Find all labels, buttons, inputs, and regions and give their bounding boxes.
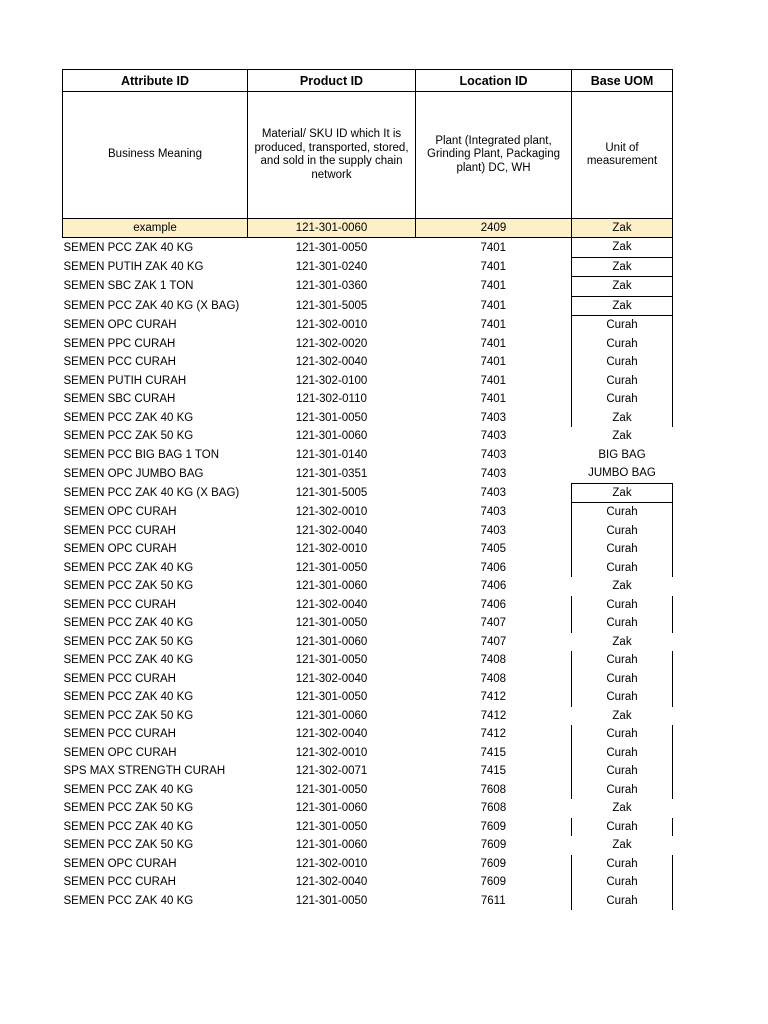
base-uom-cell[interactable]: Zak (572, 238, 673, 258)
product-id-cell[interactable]: 121-301-0050 (295, 241, 368, 254)
base-uom-cell[interactable]: Zak (612, 635, 632, 648)
attribute-cell[interactable]: SEMEN PCC ZAK 40 KG (63, 691, 194, 704)
product-id-cell[interactable]: 121-302-0040 (295, 672, 368, 685)
base-uom-cell[interactable]: Curah (572, 688, 673, 707)
attribute-cell[interactable]: SEMEN OPC JUMBO BAG (63, 467, 204, 480)
attribute-cell[interactable]: SEMEN PCC ZAK 40 KG (63, 820, 194, 833)
location-id-cell[interactable]: 7403 (480, 448, 507, 461)
product-attribute-table (62, 69, 673, 910)
table-row (63, 744, 673, 763)
header-location-id[interactable]: Location ID (416, 70, 572, 92)
table-row (63, 855, 673, 874)
base-uom-cell[interactable]: Curah (572, 818, 673, 837)
table-row (63, 633, 673, 652)
attribute-cell[interactable]: SEMEN PCC CURAH (63, 728, 176, 741)
header-attribute-id[interactable]: Attribute ID (63, 70, 248, 92)
attribute-cell[interactable]: SEMEN OPC CURAH (63, 543, 177, 556)
product-id-cell[interactable]: 121-302-0040 (295, 598, 368, 611)
location-id-cell[interactable]: 7406 (480, 561, 507, 574)
attribute-cell[interactable]: SEMEN PCC ZAK 40 KG (63, 411, 194, 424)
header-base-uom[interactable]: Base UOM (572, 70, 673, 92)
attribute-cell[interactable]: SEMEN PCC ZAK 40 KG (X BAG) (63, 299, 240, 312)
attribute-cell[interactable]: SEMEN PCC ZAK 40 KG (63, 561, 194, 574)
product-id-cell[interactable]: 121-301-5005 (295, 299, 368, 312)
product-id-cell[interactable]: 121-302-0040 (295, 524, 368, 537)
location-id-cell[interactable]: 7407 (480, 617, 507, 630)
description-base-uom[interactable]: Unit of measurement (572, 92, 673, 219)
description-business-meaning[interactable]: Business Meaning (63, 92, 248, 219)
location-id-cell[interactable]: 7415 (480, 746, 507, 759)
spreadsheet-sheet (62, 69, 672, 910)
location-id-cell[interactable]: 7401 (480, 374, 507, 387)
table-row (63, 257, 673, 277)
location-id-cell[interactable]: 7401 (480, 319, 507, 331)
location-id-cell[interactable]: 7412 (480, 709, 507, 722)
base-uom-cell[interactable]: Curah (572, 670, 673, 689)
product-id-cell[interactable]: 121-301-0060 (295, 635, 368, 648)
example-uom-cell[interactable]: Zak (572, 219, 673, 238)
product-id-cell[interactable]: 121-301-0060 (295, 430, 368, 443)
attribute-cell[interactable]: SEMEN PCC CURAH (63, 356, 176, 369)
base-uom-cell[interactable]: JUMBO BAG (588, 467, 656, 480)
location-id-cell[interactable]: 7403 (480, 486, 507, 499)
table-row (63, 762, 673, 781)
table-row (63, 688, 673, 707)
location-id-cell[interactable]: 7609 (480, 820, 507, 833)
base-uom-cell[interactable]: Curah (572, 316, 673, 335)
product-id-cell[interactable]: 121-302-0010 (295, 319, 368, 331)
product-id-cell[interactable]: 121-301-5005 (295, 486, 368, 499)
product-id-cell[interactable]: 121-302-0010 (295, 506, 368, 518)
location-id-cell[interactable]: 7609 (480, 839, 507, 852)
product-id-cell[interactable]: 121-301-0060 (295, 580, 368, 593)
base-uom-cell[interactable]: Zak (572, 409, 673, 428)
base-uom-cell[interactable]: Curah (572, 503, 673, 522)
attribute-cell[interactable]: SEMEN PCC CURAH (63, 672, 176, 685)
product-id-cell[interactable]: 121-302-0100 (295, 374, 368, 387)
attribute-cell[interactable]: SEMEN OPC CURAH (63, 506, 177, 518)
location-id-cell[interactable]: 7412 (480, 728, 507, 741)
table-row (63, 670, 673, 689)
table-row (63, 799, 673, 818)
attribute-cell[interactable]: SEMEN PCC ZAK 50 KG (63, 802, 194, 815)
base-uom-cell[interactable]: Curah (572, 781, 673, 800)
attribute-cell[interactable]: SEMEN PCC ZAK 40 KG (63, 894, 194, 907)
base-uom-cell[interactable]: Zak (612, 839, 632, 852)
attribute-cell[interactable]: SEMEN OPC CURAH (63, 857, 177, 870)
attribute-cell[interactable]: SEMEN PCC CURAH (63, 876, 176, 889)
location-id-cell[interactable]: 7401 (480, 280, 507, 293)
base-uom-cell[interactable]: Curah (572, 855, 673, 874)
table-row (63, 522, 673, 541)
location-id-cell[interactable]: 7407 (480, 635, 507, 648)
example-attribute-cell[interactable]: example (63, 219, 248, 238)
table-row (63, 818, 673, 837)
base-uom-cell[interactable]: Curah (572, 651, 673, 670)
location-id-cell[interactable]: 7406 (480, 580, 507, 593)
attribute-cell[interactable]: SEMEN SBC CURAH (63, 393, 176, 406)
location-id-cell[interactable]: 7401 (480, 393, 507, 406)
location-id-cell[interactable]: 7609 (480, 876, 507, 889)
product-id-cell[interactable]: 121-301-0050 (295, 654, 368, 667)
product-id-cell[interactable]: 121-301-0140 (295, 448, 368, 461)
table-row (63, 873, 673, 892)
table-row (63, 707, 673, 726)
attribute-cell[interactable]: SEMEN PCC ZAK 50 KG (63, 635, 194, 648)
table-row (63, 446, 673, 465)
base-uom-cell[interactable]: Curah (572, 725, 673, 744)
product-id-cell[interactable]: 121-301-0050 (295, 411, 368, 424)
table-row (63, 390, 673, 409)
location-id-cell[interactable]: 7408 (480, 654, 507, 667)
description-row (63, 92, 673, 219)
base-uom-cell[interactable]: Zak (612, 430, 632, 443)
product-id-cell[interactable]: 121-301-0050 (295, 617, 368, 630)
attribute-cell[interactable]: SEMEN OPC CURAH (63, 319, 177, 331)
base-uom-cell[interactable]: Curah (572, 762, 673, 781)
base-uom-cell[interactable]: Zak (572, 296, 673, 316)
attribute-cell[interactable]: SEMEN PCC ZAK 40 KG (63, 654, 194, 667)
attribute-cell[interactable]: SEMEN PCC BIG BAG 1 TON (63, 448, 220, 461)
location-id-cell[interactable]: 7403 (480, 430, 507, 443)
product-id-cell[interactable]: 121-302-0110 (296, 393, 367, 406)
product-id-cell[interactable]: 121-301-0060 (295, 709, 368, 722)
attribute-cell[interactable]: SEMEN PUTIH ZAK 40 KG (63, 260, 204, 273)
base-uom-cell[interactable]: Curah (572, 596, 673, 615)
description-product-id[interactable]: Material/ SKU ID which It is produced, transported, stored, and sold in the supply chain network (248, 92, 416, 219)
table-row (63, 559, 673, 578)
base-uom-cell[interactable]: Curah (572, 335, 673, 354)
attribute-cell[interactable]: SEMEN PCC ZAK 40 KG (63, 783, 194, 796)
attribute-cell[interactable]: SEMEN SBC ZAK 1 TON (63, 280, 194, 293)
product-id-cell[interactable]: 121-301-0060 (295, 802, 368, 815)
product-id-cell[interactable]: 121-301-0050 (295, 820, 368, 833)
product-id-cell[interactable]: 121-302-0040 (295, 728, 368, 741)
table-row (63, 409, 673, 428)
location-id-cell[interactable]: 7611 (480, 894, 506, 907)
product-id-cell[interactable]: 121-301-0060 (295, 839, 368, 852)
location-id-cell[interactable]: 7401 (480, 356, 507, 369)
attribute-cell[interactable]: SEMEN PCC CURAH (63, 598, 176, 611)
table-row (63, 725, 673, 744)
location-id-cell[interactable]: 7401 (480, 260, 507, 273)
base-uom-cell[interactable]: Zak (572, 483, 673, 503)
product-id-cell[interactable]: 121-302-0010 (295, 746, 368, 759)
table-row (63, 836, 673, 855)
location-id-cell[interactable]: 7401 (480, 241, 507, 254)
header-row (63, 70, 673, 92)
location-id-cell[interactable]: 7608 (480, 783, 507, 796)
location-id-cell[interactable]: 7401 (480, 337, 507, 350)
table-row (63, 464, 673, 483)
table-row (63, 577, 673, 596)
attribute-cell[interactable]: SEMEN PCC ZAK 40 KG (63, 241, 194, 254)
location-id-cell[interactable]: 7401 (480, 299, 507, 312)
attribute-cell[interactable]: SEMEN OPC CURAH (63, 746, 177, 759)
description-location-id[interactable]: Plant (Integrated plant, Grinding Plant, Packaging plant) DC, WH (416, 92, 572, 219)
example-product-cell[interactable]: 121-301-0060 (248, 219, 416, 238)
base-uom-cell[interactable]: Curah (572, 744, 673, 763)
table-row (63, 540, 673, 559)
product-id-cell[interactable]: 121-302-0010 (295, 543, 368, 556)
attribute-cell[interactable]: SEMEN PPC CURAH (63, 337, 176, 350)
header-product-id[interactable]: Product ID (248, 70, 416, 92)
base-uom-cell[interactable]: Curah (572, 559, 673, 578)
product-id-cell[interactable]: 121-301-0050 (295, 691, 368, 704)
base-uom-cell[interactable]: Curah (572, 892, 673, 911)
location-id-cell[interactable]: 7403 (480, 411, 507, 424)
base-uom-cell[interactable]: Curah (572, 353, 673, 372)
base-uom-cell[interactable]: Curah (572, 873, 673, 892)
location-id-cell[interactable]: 7403 (480, 506, 507, 518)
base-uom-cell[interactable]: Zak (612, 802, 632, 815)
table-row (63, 296, 673, 316)
table-row (63, 892, 673, 911)
example-location-cell[interactable]: 2409 (416, 219, 572, 238)
product-id-cell[interactable]: 121-302-0040 (295, 876, 368, 889)
location-id-cell[interactable]: 7415 (480, 765, 507, 778)
table-row (63, 651, 673, 670)
product-id-cell[interactable]: 121-301-0360 (295, 280, 368, 293)
base-uom-cell[interactable]: Zak (612, 580, 632, 593)
base-uom-cell[interactable]: Curah (572, 540, 673, 559)
location-id-cell[interactable]: 7608 (480, 802, 507, 815)
example-row (63, 219, 673, 238)
product-id-cell[interactable]: 121-302-0010 (295, 857, 368, 870)
product-id-cell[interactable]: 121-301-0050 (295, 783, 368, 796)
attribute-cell[interactable]: SEMEN PUTIH CURAH (63, 374, 187, 387)
product-id-cell[interactable]: 121-301-0240 (295, 260, 368, 273)
attribute-cell[interactable]: SEMEN PCC ZAK 40 KG (63, 617, 194, 630)
base-uom-cell[interactable]: Zak (612, 709, 632, 722)
attribute-cell[interactable]: SEMEN PCC ZAK 50 KG (63, 580, 194, 593)
table-row (63, 238, 673, 258)
base-uom-cell[interactable]: Curah (572, 390, 673, 409)
attribute-cell[interactable]: SEMEN PCC CURAH (63, 524, 176, 537)
product-id-cell[interactable]: 121-301-0050 (295, 561, 368, 574)
product-id-cell[interactable]: 121-302-0071 (295, 765, 368, 778)
product-id-cell[interactable]: 121-302-0020 (295, 337, 368, 350)
product-id-cell[interactable]: 121-301-0050 (295, 894, 368, 907)
location-id-cell[interactable]: 7405 (480, 543, 507, 556)
base-uom-cell[interactable]: Curah (572, 522, 673, 541)
attribute-cell[interactable]: SEMEN PCC ZAK 50 KG (63, 839, 194, 852)
table-row (63, 353, 673, 372)
attribute-cell[interactable]: SEMEN PCC ZAK 50 KG (63, 430, 194, 443)
location-id-cell[interactable]: 7403 (480, 524, 507, 537)
attribute-cell[interactable]: SEMEN PCC ZAK 40 KG (X BAG) (63, 486, 240, 499)
base-uom-cell[interactable]: Zak (572, 257, 673, 277)
attribute-cell[interactable]: SPS MAX STRENGTH CURAH (63, 765, 226, 778)
location-id-cell[interactable]: 7406 (480, 598, 507, 611)
base-uom-cell[interactable]: BIG BAG (598, 448, 646, 461)
location-id-cell[interactable]: 7403 (480, 467, 507, 480)
location-id-cell[interactable]: 7609 (480, 857, 507, 870)
product-id-cell[interactable]: 121-301-0351 (295, 467, 368, 480)
base-uom-cell[interactable]: Curah (572, 614, 673, 633)
attribute-cell[interactable]: SEMEN PCC ZAK 50 KG (63, 709, 194, 722)
base-uom-cell[interactable]: Zak (572, 277, 673, 297)
table-row (63, 372, 673, 391)
table-row (63, 503, 673, 522)
table-row (63, 596, 673, 615)
location-id-cell[interactable]: 7412 (480, 691, 507, 704)
location-id-cell[interactable]: 7408 (480, 672, 507, 685)
table-row (63, 335, 673, 354)
table-row (63, 277, 673, 297)
table-row (63, 316, 673, 335)
base-uom-cell[interactable]: Curah (572, 372, 673, 391)
table-row (63, 483, 673, 503)
table-row (63, 427, 673, 446)
product-id-cell[interactable]: 121-302-0040 (295, 356, 368, 369)
table-row (63, 781, 673, 800)
table-row (63, 614, 673, 633)
